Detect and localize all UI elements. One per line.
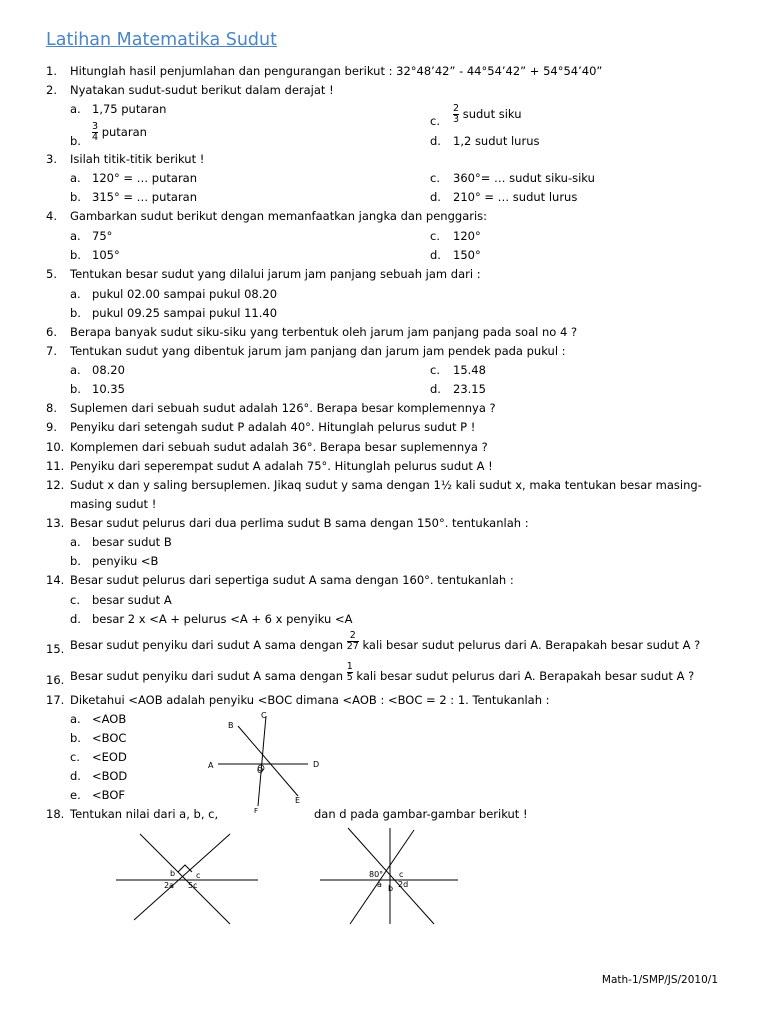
question-text-part: Besar sudut penyiku dari sudut A sama dengan [70, 669, 344, 683]
fraction [92, 122, 147, 143]
question-text: Besar sudut pelurus dari sepertiga sudut A sama dengan 160°. tentukanlah : [70, 573, 514, 587]
fraction-numerator: 1 [346, 661, 353, 672]
question-number: 13. [46, 516, 65, 530]
option-label: a. [70, 712, 81, 726]
option-label: b. [70, 134, 81, 148]
option-label: a. [70, 287, 81, 301]
option-label: d. [430, 134, 441, 148]
question-number: 4. [46, 209, 57, 223]
right-angle-mark [178, 865, 192, 872]
question-number: 5. [46, 267, 57, 281]
question-text: masing sudut ! [70, 497, 157, 511]
option-text: pukul 02.00 sampai pukul 08.20 [92, 287, 278, 301]
question-text [70, 631, 700, 652]
question-number: 10. [46, 440, 65, 454]
option-label: d. [70, 612, 81, 626]
question-text: Nyatakan sudut-sudut berikut dalam derajat ! [70, 83, 334, 97]
label-c: C [261, 711, 267, 720]
angle-figure-1 [112, 826, 262, 926]
question-text: Hitunglah hasil penjumlahan dan pengurangan berikut : 32°48’42” - 44°54’42” + 54°54’40” [70, 64, 603, 78]
question-number: 7. [46, 344, 57, 358]
question-text: Komplemen dari sebuah sudut adalah 36°. Berapa besar suplemennya ? [70, 440, 488, 454]
question-text: Tentukan nilai dari a, b, c, [70, 807, 219, 821]
question-number: 8. [46, 401, 57, 415]
fraction-denominator: 3 [453, 114, 460, 125]
label-2a: 2a [164, 881, 174, 890]
question-number: 6. [46, 325, 57, 339]
option-text: 23.15 [453, 382, 486, 396]
option-label: e. [70, 788, 81, 802]
question-text: Penyiku dari seperempat sudut A adalah 75°. Hitunglah pelurus sudut A ! [70, 459, 493, 473]
label-o: O [257, 766, 264, 775]
option-text: 150° [453, 248, 481, 262]
label-f: F [254, 807, 259, 815]
option-text: 1,2 sudut lurus [453, 134, 540, 148]
option-label: a. [70, 102, 81, 116]
option-label: d. [430, 382, 441, 396]
label-b: b [170, 869, 176, 878]
question-number: 2. [46, 83, 57, 97]
option-text: 315° = … putaran [92, 190, 198, 204]
label-c: c [196, 871, 201, 880]
label-5c: 5c [188, 881, 198, 890]
option-text: 75° [92, 229, 113, 243]
option-text: 105° [92, 248, 120, 262]
option-text: 15.48 [453, 363, 486, 377]
option-label: a. [70, 535, 81, 549]
angle-figure-aob [200, 706, 330, 818]
option-label: b. [70, 306, 81, 320]
option-text: 10.35 [92, 382, 125, 396]
option-text: penyiku <B [92, 554, 159, 568]
label-a: A [208, 761, 214, 770]
footer-code: Math-1/SMP/JS/2010/1 [601, 974, 718, 986]
option-label: a. [70, 171, 81, 185]
fraction-denominator: 5 [346, 672, 353, 683]
option-text: 120° [453, 229, 481, 243]
question-number: 9. [46, 420, 57, 434]
option-label: a. [70, 229, 81, 243]
fraction-denominator: 4 [92, 132, 99, 143]
question-number: 15. [46, 642, 65, 656]
question-text: Berapa banyak sudut siku-siku yang terbentuk oleh jarum jam panjang pada soal no 4 ? [70, 325, 578, 339]
option-label: b. [70, 248, 81, 262]
question-text: Diketahui <AOB adalah penyiku <BOC dimana <AOB : <BOC = 2 : 1. Tentukanlah : [70, 693, 550, 707]
option-text: besar 2 x <A + pelurus <A + 6 x penyiku <A [92, 612, 353, 626]
option-text: 08.20 [92, 363, 125, 377]
option-label: c. [430, 171, 440, 185]
option-text: besar sudut B [92, 535, 172, 549]
question-text: dan d pada gambar-gambar berikut ! [314, 807, 528, 821]
diagonal-line-1 [348, 828, 434, 924]
question-number: 3. [46, 152, 57, 166]
angle-figure-2 [318, 826, 468, 926]
option-text: 360°= … sudut siku-siku [453, 171, 595, 185]
diagonal-line-1 [140, 834, 230, 924]
question-text-part: kali besar sudut pelurus dari A. Berapakah besar sudut A ? [356, 669, 695, 683]
option-label: c. [430, 114, 440, 128]
diagonal-line-2 [134, 834, 230, 920]
fraction-numerator: 2 [349, 630, 356, 641]
option-text: pukul 09.25 sampai pukul 11.40 [92, 306, 278, 320]
question-text: Suplemen dari sebuah sudut adalah 126°. Berapa besar komplemennya ? [70, 401, 496, 415]
option-text: sudut siku [462, 107, 522, 121]
question-number: 18. [46, 807, 65, 821]
fraction-numerator: 3 [92, 121, 99, 132]
fraction [347, 631, 359, 652]
label-2d: 2d [398, 880, 409, 889]
question-text: Gambarkan sudut berikut dengan memanfaatkan jangka dan penggaris: [70, 209, 488, 223]
option-label: c. [430, 229, 440, 243]
fraction [347, 662, 353, 683]
question-text: Penyiku dari setengah sudut P adalah 40°. Hitunglah pelurus sudut P ! [70, 420, 476, 434]
option-text: 120° = … putaran [92, 171, 198, 185]
question-text: Isilah titik-titik berikut ! [70, 152, 205, 166]
label-e: E [295, 796, 301, 805]
fraction-denominator: 27 [346, 641, 359, 652]
question-number: 12. [46, 478, 65, 492]
question-number: 11. [46, 459, 65, 473]
option-label: b. [70, 731, 81, 745]
line-cf [258, 716, 266, 806]
line-be [238, 726, 298, 796]
fraction [453, 104, 522, 125]
option-text: putaran [101, 125, 147, 139]
option-text: <BOD [92, 769, 128, 783]
option-label: c. [430, 363, 440, 377]
option-label: b. [70, 190, 81, 204]
question-text: Tentukan besar sudut yang dilalui jarum jam panjang sebuah jam dari : [70, 267, 481, 281]
question-number: 14. [46, 573, 65, 587]
option-label: b. [70, 554, 81, 568]
option-label: d. [70, 769, 81, 783]
label-b: B [228, 721, 234, 730]
question-text: Sudut x dan y saling bersuplemen. Jikaq sudut y sama dengan 1½ kali sudut x, maka tentukan besar masing- [70, 478, 702, 492]
question-text-part: Besar sudut penyiku dari sudut A sama dengan [70, 638, 344, 652]
question-number: 17. [46, 693, 65, 707]
option-text: <EOD [92, 750, 127, 764]
label-c: c [399, 870, 404, 879]
question-number: 16. [46, 673, 65, 687]
page-title: Latihan Matematika Sudut [46, 30, 277, 50]
option-text: 1,75 putaran [92, 102, 167, 116]
option-label: c. [70, 750, 80, 764]
label-b: b [388, 884, 394, 893]
question-text [70, 662, 694, 683]
label-d: D [313, 760, 320, 769]
label-a: a [377, 880, 382, 889]
option-text: 210° = … sudut lurus [453, 190, 578, 204]
option-label: d. [430, 190, 441, 204]
fraction-numerator: 2 [453, 103, 460, 114]
option-text: besar sudut A [92, 593, 172, 607]
option-label: a. [70, 363, 81, 377]
question-text-part: kali besar sudut pelurus dari A. Berapakah besar sudut A ? [362, 638, 701, 652]
option-text: <BOC [92, 731, 127, 745]
option-label: c. [70, 593, 80, 607]
option-label: b. [70, 382, 81, 396]
question-number: 1. [46, 64, 57, 78]
option-text: <AOB [92, 712, 127, 726]
label-80-deg: 80° [369, 870, 384, 879]
question-text: Besar sudut pelurus dari dua perlima sudut B sama dengan 150°. tentukanlah : [70, 516, 529, 530]
question-text: Tentukan sudut yang dibentuk jarum jam panjang dan jarum jam pendek pada pukul : [70, 344, 566, 358]
option-text: <BOF [92, 788, 125, 802]
option-label: d. [430, 248, 441, 262]
